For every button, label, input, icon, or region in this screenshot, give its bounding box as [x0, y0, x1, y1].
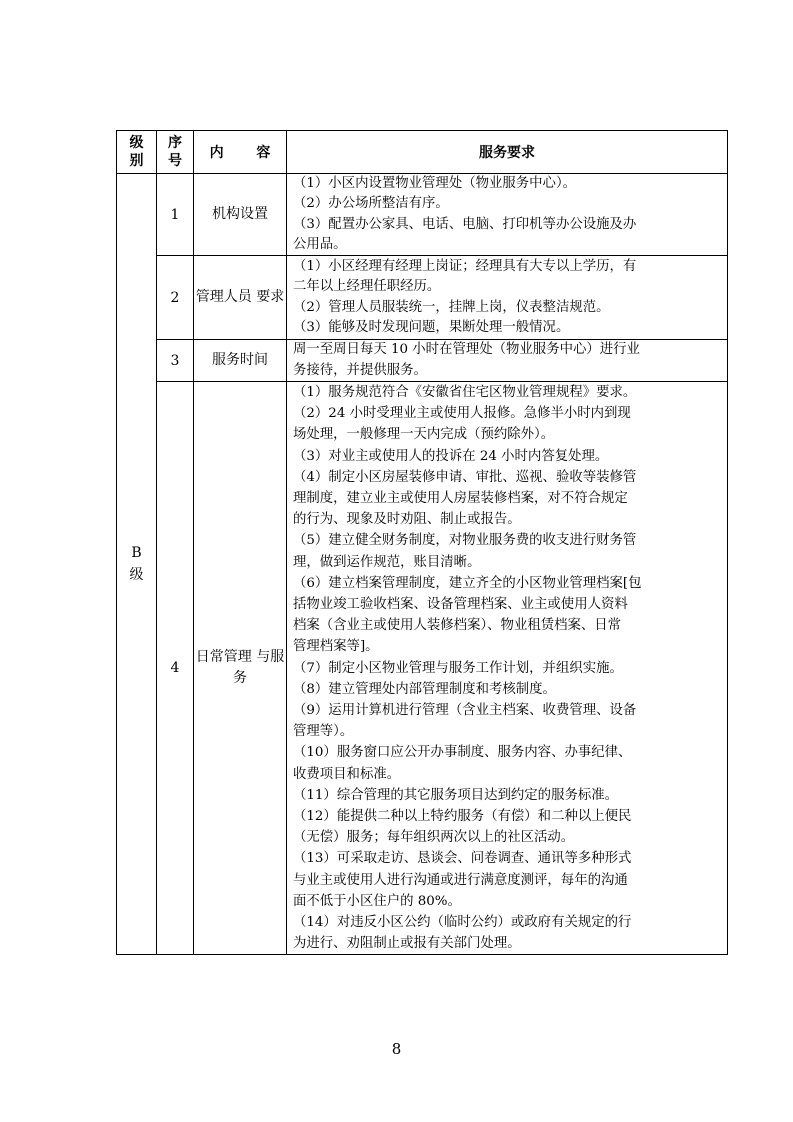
header-level-bottom: 别 — [129, 153, 144, 169]
item-name-cell: 服务时间 — [194, 340, 287, 382]
level-bottom: 级 — [129, 567, 144, 584]
header-content: 内 容 — [194, 131, 287, 174]
requirement-cell: （1）小区经理有经理上岗证；经理具有大专以上学历，有 二年以上经理任职经历。 （2）管理人员服装统一，挂牌上岗，仪表整洁规范。 （3）能够及时发现问题，果断处理一般情况。 — [287, 256, 728, 340]
level-top: B — [131, 545, 142, 562]
header-seq-top: 序 — [168, 135, 182, 151]
header-seq — [157, 131, 194, 174]
item-name-cell: 机构设置 — [194, 174, 287, 256]
table-row — [117, 382, 728, 955]
table-row — [117, 256, 728, 340]
seq-cell: 1 — [157, 174, 194, 256]
page-number: 8 — [391, 1040, 402, 1058]
header-row — [117, 131, 728, 174]
item-name-cell: 管理人员 要求 — [194, 256, 287, 340]
header-level — [117, 131, 157, 174]
level-cell — [117, 174, 157, 955]
header-level-top: 级 — [129, 135, 144, 151]
seq-cell: 3 — [157, 340, 194, 382]
seq-cell: 2 — [157, 256, 194, 340]
requirement-cell: （1）小区内设置物业管理处（物业服务中心）。 （2）办公场所整洁有序。 （3）配置办公家具、电话、电脑、打印机等办公设施及办 公用品。 — [287, 174, 728, 256]
table-row — [117, 174, 728, 256]
header-seq-bottom: 号 — [168, 153, 182, 169]
item-name-cell: 日常管理 与服务 — [194, 382, 287, 955]
table-row — [117, 340, 728, 382]
header-requirement: 服务要求 — [287, 131, 728, 174]
requirement-cell: （1）服务规范符合《安徽省住宅区物业管理规程》要求。 （2）24 小时受理业主或使用人报修。急修半小时内到现 场处理，一般修理一天内完成（预约除外）。 （3）对业主或使用人的投诉在 24 小时内答复处理。 （4）制定小区房屋装修申请、审批、巡视、验收等装修管 理制度，建立业主或使用人房屋装修档案，对不符合规定 的行为、现象及时劝阻、制止或报告。 （5）建立健全财务制度，对物业服务费的收支进行财务管 理，做到运作规范，账目清晰。 （6）建立档案管理制度，建立齐全的小区物业管理档案[包 括物业竣工验收档案、设备管理档案、业主或使用人资料 档案（含业主或使用人装修档案）、物业租赁档案、日常 管理档案等]。 （7）制定小区物业管理与服务工作计划，并组织实施。 （8）建立管理处内部管理制度和考核制度。 （9）运用计算机进行管理（含业主档案、收费管理、设备 管理等）。 （10）服务窗口应公开办事制度、服务内容、办事纪律、 收费项目和标准。 （11）综合管理的其它服务项目达到约定的服务标准。 （12）能提供二种以上特约服务（有偿）和二种以上便民 （无偿）服务；每年组织两次以上的社区活动。 （13）可采取走访、恳谈会、问卷调查、通讯等多种形式 与业主或使用人进行沟通或进行满意度测评，每年的沟通 面不低于小区住户的 80%。 （14）对违反小区公约（临时公约）或政府有关规定的行 为进行、劝阻制止或报有关部门处理。 — [287, 382, 728, 955]
requirement-cell: 周一至周日每天 10 小时在管理处（物业服务中心）进行业 务接待，并提供服务。 — [287, 340, 728, 382]
service-standard-table — [116, 130, 728, 955]
seq-cell: 4 — [157, 382, 194, 955]
